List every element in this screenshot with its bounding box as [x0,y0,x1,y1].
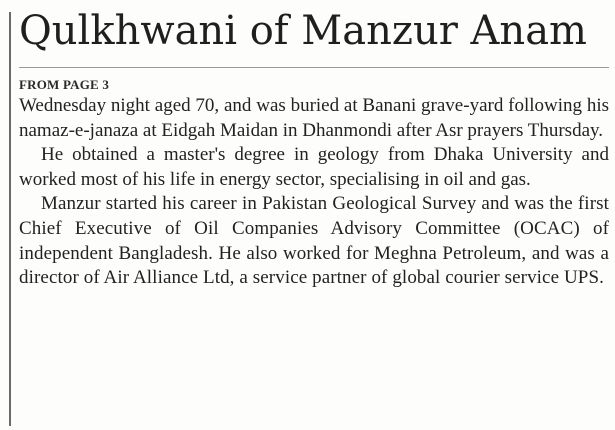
paragraph-continued: Wednesday night aged 70, and was buried at Banani grave-yard following his namaz-e-janaza at Eidgah Maidan in Dhanmondi after Asr prayers Thursday. [19,95,609,141]
paragraph-education: He obtained a master's degree in geology from Dhaka University and worked most of his life in energy sector, specialising in oil and gas. [19,144,609,190]
paragraph-career: Manzur started his career in Pakistan Geological Survey and was the first Chief Executive of Oil Companies Advisory Committee (OCAC) of independent Bangladesh. He also worked for Meghna Petroleum, and was a director of Air Alliance Ltd, a service partner of global courier service UPS. [19,193,609,289]
article-body [19,94,609,291]
headline-divider [19,67,609,68]
column-rule [9,12,11,426]
continuation-kicker: FROM PAGE 3 [19,77,110,92]
article-headline: Qulkhwani of Manzur Anam [19,8,587,54]
